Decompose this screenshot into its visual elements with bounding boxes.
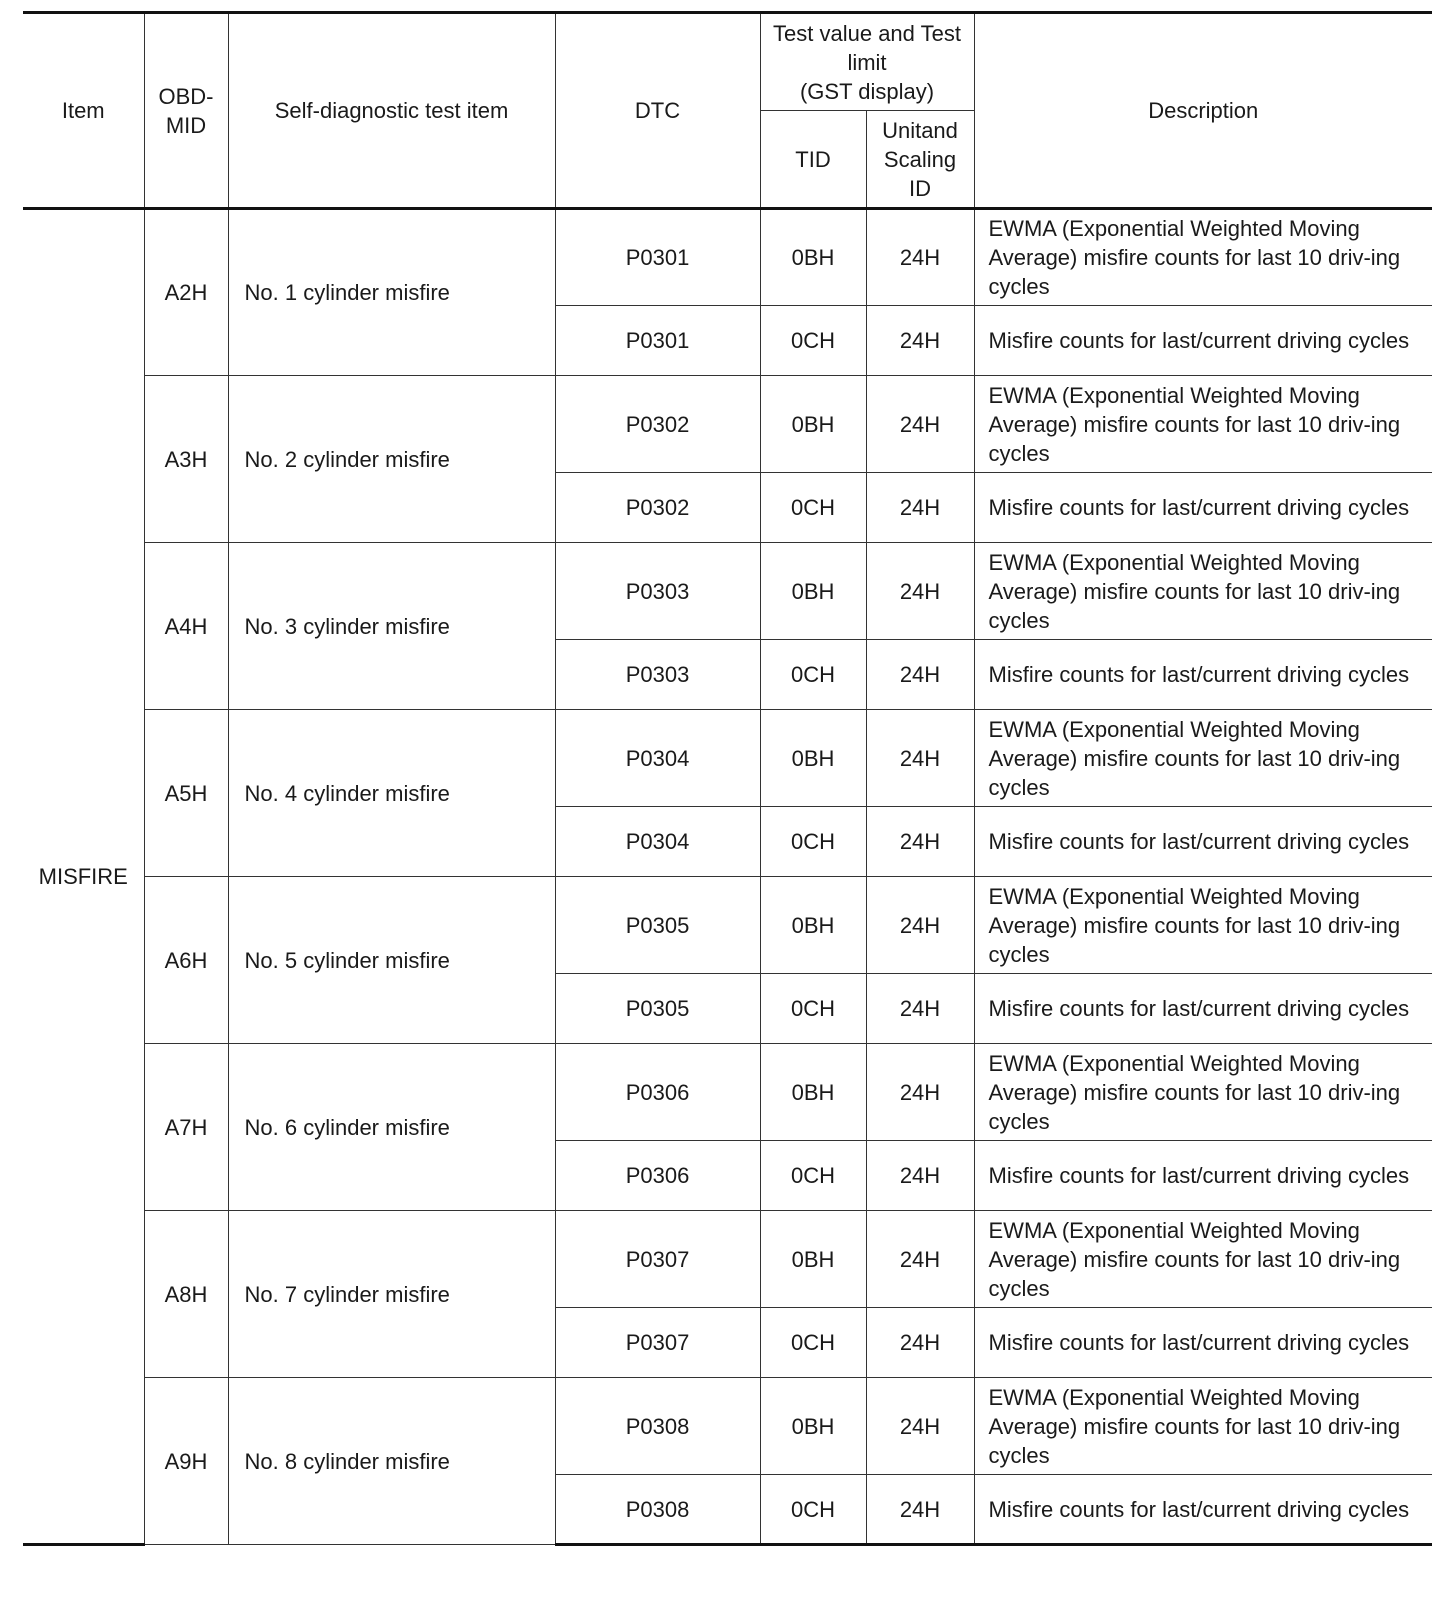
table-row xyxy=(23,1044,1432,1141)
unit-scaling-id-cell: 24H xyxy=(866,710,974,807)
dtc-cell: P0306 xyxy=(555,1044,760,1141)
unit-scaling-id-cell: 24H xyxy=(866,543,974,640)
description-cell: Misfire counts for last/current driving cycles xyxy=(974,473,1432,543)
header-dtc: DTC xyxy=(555,13,760,209)
obd-mid-cell: A9H xyxy=(144,1378,228,1545)
tid-cell: 0BH xyxy=(760,543,866,640)
tid-cell: 0BH xyxy=(760,1378,866,1475)
description-cell: EWMA (Exponential Weighted Moving Average) misfire counts for last 10 driv-ing cycles xyxy=(974,877,1432,974)
obd-mid-cell: A6H xyxy=(144,877,228,1044)
unit-scaling-id-cell: 24H xyxy=(866,209,974,306)
dtc-cell: P0305 xyxy=(555,877,760,974)
dtc-cell: P0307 xyxy=(555,1211,760,1308)
description-cell: Misfire counts for last/current driving cycles xyxy=(974,807,1432,877)
unit-scaling-id-cell: 24H xyxy=(866,376,974,473)
obd-mid-cell: A4H xyxy=(144,543,228,710)
description-cell: Misfire counts for last/current driving cycles xyxy=(974,1475,1432,1545)
tid-cell: 0CH xyxy=(760,306,866,376)
description-cell: EWMA (Exponential Weighted Moving Average) misfire counts for last 10 driv-ing cycles xyxy=(974,543,1432,640)
unit-scaling-id-cell: 24H xyxy=(866,877,974,974)
header-row-1 xyxy=(23,13,1432,111)
description-cell: EWMA (Exponential Weighted Moving Average) misfire counts for last 10 driv-ing cycles xyxy=(974,1211,1432,1308)
header-unit-scaling-id: Unitand Scaling ID xyxy=(866,111,974,209)
description-cell: EWMA (Exponential Weighted Moving Average) misfire counts for last 10 driv-ing cycles xyxy=(974,1044,1432,1141)
tid-cell: 0BH xyxy=(760,209,866,306)
tid-cell: 0BH xyxy=(760,877,866,974)
table-row xyxy=(23,1211,1432,1308)
description-cell: Misfire counts for last/current driving cycles xyxy=(974,306,1432,376)
tid-cell: 0CH xyxy=(760,473,866,543)
unit-scaling-id-cell: 24H xyxy=(866,1211,974,1308)
header-self-diagnostic-test-item: Self-diagnostic test item xyxy=(228,13,555,209)
description-cell: EWMA (Exponential Weighted Moving Average) misfire counts for last 10 driv-ing cycles xyxy=(974,209,1432,306)
dtc-cell: P0303 xyxy=(555,640,760,710)
header-item: Item xyxy=(23,13,144,209)
obd-mid-cell: A8H xyxy=(144,1211,228,1378)
description-cell: Misfire counts for last/current driving cycles xyxy=(974,974,1432,1044)
description-cell: Misfire counts for last/current driving cycles xyxy=(974,640,1432,710)
self-diagnostic-test-item-cell: No. 7 cylinder misfire xyxy=(228,1211,555,1378)
unit-scaling-id-cell: 24H xyxy=(866,974,974,1044)
dtc-cell: P0304 xyxy=(555,807,760,877)
tid-cell: 0BH xyxy=(760,1211,866,1308)
dtc-cell: P0301 xyxy=(555,209,760,306)
tid-cell: 0CH xyxy=(760,1475,866,1545)
description-cell: EWMA (Exponential Weighted Moving Average) misfire counts for last 10 driv-ing cycles xyxy=(974,376,1432,473)
tid-cell: 0CH xyxy=(760,640,866,710)
self-diagnostic-test-item-cell: No. 6 cylinder misfire xyxy=(228,1044,555,1211)
description-cell: Misfire counts for last/current driving cycles xyxy=(974,1141,1432,1211)
unit-scaling-id-cell: 24H xyxy=(866,473,974,543)
self-diagnostic-test-item-cell: No. 2 cylinder misfire xyxy=(228,376,555,543)
misfire-test-table xyxy=(23,11,1432,1546)
description-cell: Misfire counts for last/current driving cycles xyxy=(974,1308,1432,1378)
dtc-cell: P0307 xyxy=(555,1308,760,1378)
self-diagnostic-test-item-cell: No. 5 cylinder misfire xyxy=(228,877,555,1044)
dtc-cell: P0305 xyxy=(555,974,760,1044)
unit-scaling-id-cell: 24H xyxy=(866,306,974,376)
table-row xyxy=(23,376,1432,473)
table-row xyxy=(23,1378,1432,1475)
tid-cell: 0CH xyxy=(760,1308,866,1378)
header-obd-mid: OBD- MID xyxy=(144,13,228,209)
table-row xyxy=(23,209,1432,306)
dtc-cell: P0302 xyxy=(555,376,760,473)
header-description: Description xyxy=(974,13,1432,209)
obd-mid-cell: A5H xyxy=(144,710,228,877)
description-cell: EWMA (Exponential Weighted Moving Average) misfire counts for last 10 driv-ing cycles xyxy=(974,710,1432,807)
obd-mid-cell: A7H xyxy=(144,1044,228,1211)
table-row xyxy=(23,877,1432,974)
item-misfire-cell: MISFIRE xyxy=(23,209,144,1545)
dtc-cell: P0308 xyxy=(555,1475,760,1545)
header-test-value-group: Test value and Test limit (GST display) xyxy=(760,13,974,111)
self-diagnostic-test-item-cell: No. 8 cylinder misfire xyxy=(228,1378,555,1545)
description-cell: EWMA (Exponential Weighted Moving Average) misfire counts for last 10 driv-ing cycles xyxy=(974,1378,1432,1475)
tid-cell: 0CH xyxy=(760,974,866,1044)
dtc-cell: P0304 xyxy=(555,710,760,807)
dtc-cell: P0301 xyxy=(555,306,760,376)
self-diagnostic-test-item-cell: No. 1 cylinder misfire xyxy=(228,209,555,376)
tid-cell: 0BH xyxy=(760,710,866,807)
unit-scaling-id-cell: 24H xyxy=(866,1475,974,1545)
table-row xyxy=(23,710,1432,807)
dtc-cell: P0303 xyxy=(555,543,760,640)
tid-cell: 0BH xyxy=(760,1044,866,1141)
self-diagnostic-test-item-cell: No. 4 cylinder misfire xyxy=(228,710,555,877)
table-row xyxy=(23,543,1432,640)
unit-scaling-id-cell: 24H xyxy=(866,1308,974,1378)
tid-cell: 0CH xyxy=(760,807,866,877)
header-tid: TID xyxy=(760,111,866,209)
obd-mid-cell: A3H xyxy=(144,376,228,543)
dtc-cell: P0308 xyxy=(555,1378,760,1475)
dtc-cell: P0306 xyxy=(555,1141,760,1211)
unit-scaling-id-cell: 24H xyxy=(866,1044,974,1141)
tid-cell: 0CH xyxy=(760,1141,866,1211)
obd-mid-cell: A2H xyxy=(144,209,228,376)
dtc-cell: P0302 xyxy=(555,473,760,543)
tid-cell: 0BH xyxy=(760,376,866,473)
table-body xyxy=(23,209,1432,1545)
unit-scaling-id-cell: 24H xyxy=(866,807,974,877)
self-diagnostic-test-item-cell: No. 3 cylinder misfire xyxy=(228,543,555,710)
unit-scaling-id-cell: 24H xyxy=(866,640,974,710)
unit-scaling-id-cell: 24H xyxy=(866,1378,974,1475)
unit-scaling-id-cell: 24H xyxy=(866,1141,974,1211)
